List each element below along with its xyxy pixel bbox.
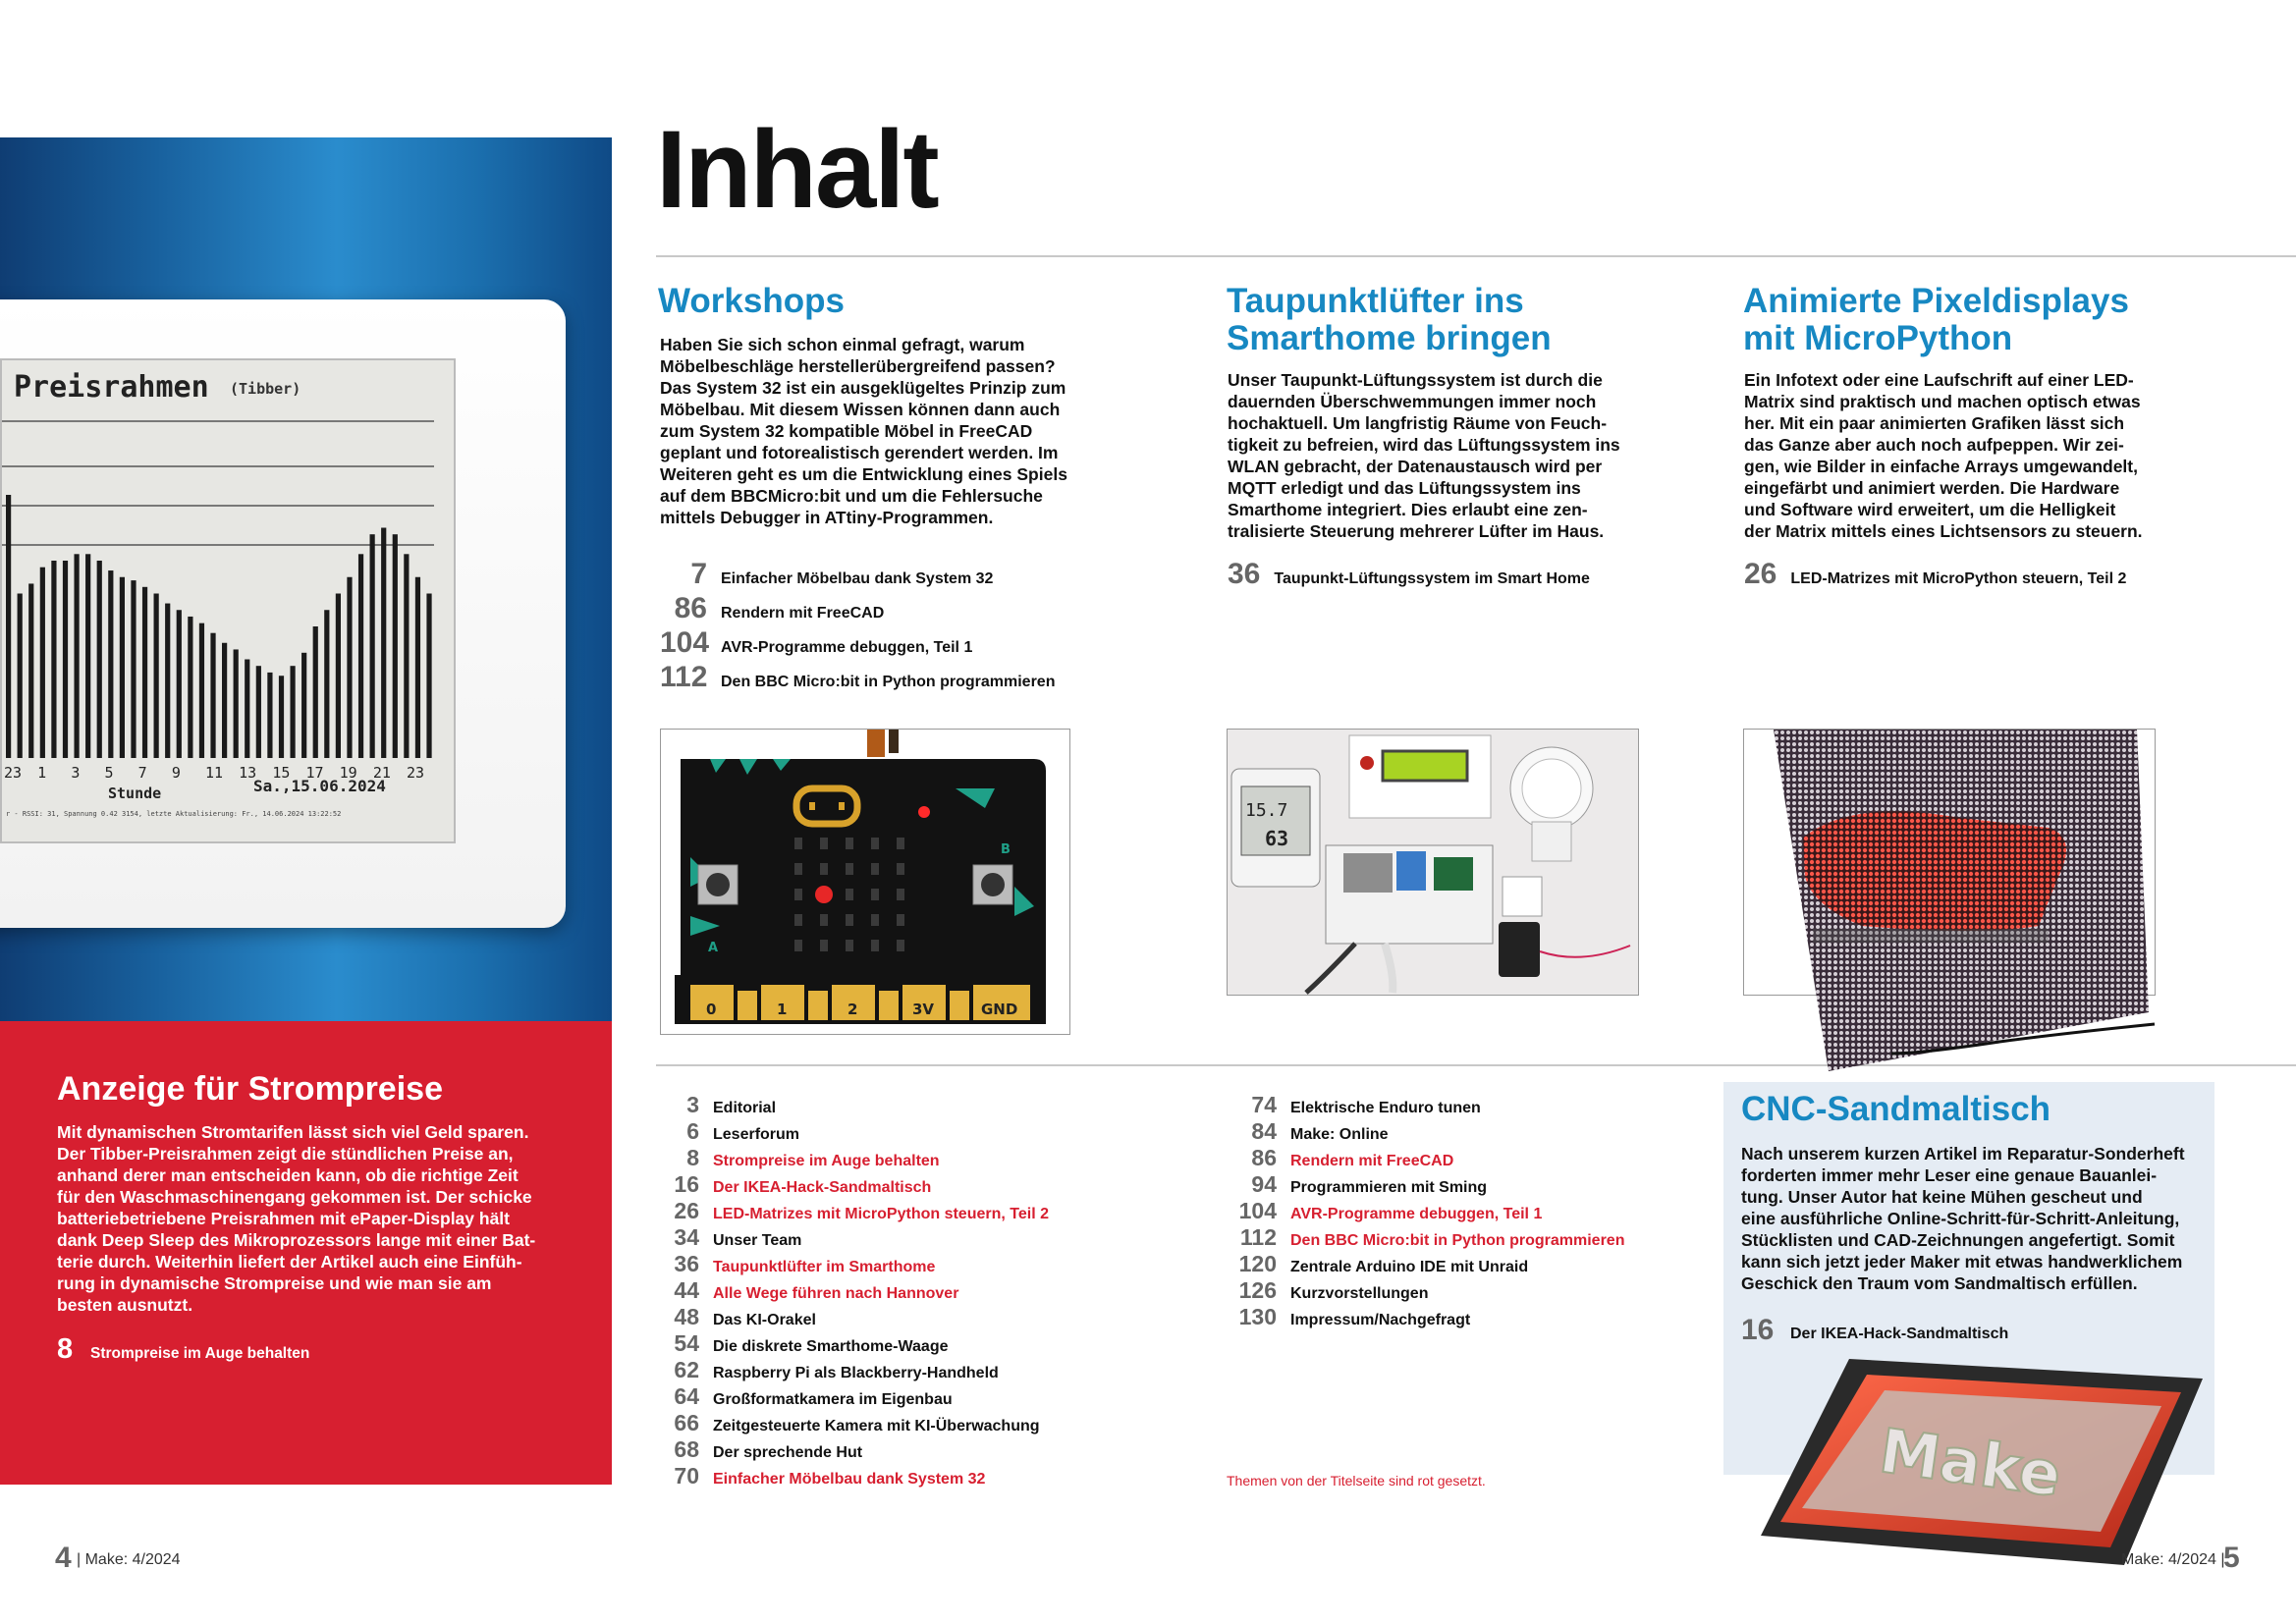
toc-item[interactable] [660,558,994,590]
cnc-page-number: 16 [1741,1314,1775,1346]
toc-item[interactable] [660,626,973,659]
index-label: Die diskrete Smarthome-Waage [713,1338,949,1355]
index-page-number: 74 [1251,1092,1277,1117]
index-page-number: 34 [674,1224,699,1250]
index-page-number: 64 [674,1383,699,1409]
index-label: Der IKEA-Hack-Sandmaltisch [713,1179,932,1196]
index-item[interactable] [640,1118,799,1145]
index-item[interactable] [640,1357,999,1383]
epaper-footer: r - RSSI: 31, Spannung 0.42 3154, letzte Aktualisierung: Fr., 14.06.2024 13:22:52 [6,810,342,818]
index-label: Programmieren mit Sming [1290,1179,1488,1196]
toc-label: Den BBC Micro:bit in Python programmieren [721,674,1056,690]
index-label: Alle Wege führen nach Hannover [713,1285,959,1302]
index-label: Kurzvorstellungen [1290,1285,1429,1302]
index-label: Unser Team [713,1232,802,1249]
feature-title: Anzeige für Strompreise [57,1070,443,1108]
index-label: Das KI-Orakel [713,1312,816,1328]
index-page-number: 120 [1238,1251,1277,1276]
fan-controller-illustration [1228,730,1638,995]
toc-label: Taupunkt-Lüftungssystem im Smart Home [1274,570,1590,587]
cnc-box [1723,1082,2214,1511]
index-label: Rendern mit FreeCAD [1290,1153,1454,1169]
index-page-number: 8 [686,1145,699,1170]
epaper-bar [18,594,23,759]
cnc-page-link[interactable]: Der IKEA-Hack-Sandmaltisch [1790,1326,2009,1342]
led-matrix-illustration [1744,730,2196,1083]
pin-1-label: 1 [777,1001,788,1018]
epaper-bar [131,580,136,758]
feature-page-number: 8 [57,1333,74,1365]
toc-label: LED-Matrizes mit MicroPython steuern, Teil 2 [1790,570,2127,587]
epaper-bar [279,676,284,758]
epaper-x-tick: 1 [37,764,47,782]
index-item[interactable] [640,1198,1049,1224]
epaper-x-tick: 5 [104,764,114,782]
epaper-bar [234,649,239,758]
index-item[interactable] [640,1304,816,1330]
epaper-x-tick: 9 [171,764,181,782]
epaper-subtitle: (Tibber) [230,380,301,398]
index-label: Make: Online [1290,1126,1389,1143]
left-footer-text: | Make: 4/2024 [77,1551,181,1568]
index-item[interactable] [640,1410,1040,1436]
index-page-number: 84 [1251,1118,1277,1144]
index-page-number: 68 [674,1436,699,1462]
epaper-x-tick: 3 [71,764,81,782]
epaper-bar [63,561,68,758]
index-page-number: 3 [686,1092,699,1117]
toc-label: Rendern mit FreeCAD [721,605,885,622]
index-item[interactable] [1218,1251,1528,1277]
button-a-label: A [708,941,719,955]
toc-item[interactable] [660,592,884,622]
epaper-bar [393,534,398,758]
hygrometer-temperature: 15.7 [1245,800,1288,821]
index-item[interactable] [1218,1171,1487,1198]
index-item[interactable] [640,1277,958,1304]
toc-label: Einfacher Möbelbau dank System 32 [721,570,994,587]
index-label: Editorial [713,1100,777,1116]
pixeldisplay-text: Ein Infotext oder eine Laufschrift auf einer LED- Matrix sind praktisch und machen optisch etwas her. Mit ein paar animierten Grafiken lässt sich das Ganze aber auch noch aufpeppen. Wir zei- gen, wie Bilder in einfache Arrays umgewandelt, eingefärbt und animiert werden. Die Hardware und Software wird erweitert, um die Helligkeit der Matrix mittels eines Lichtsensors zu steuern. [1744,370,2143,541]
feature-box [0,1021,612,1485]
index-item[interactable] [640,1436,862,1463]
toc-label: AVR-Programme debuggen, Teil 1 [721,639,973,656]
cnc-title: CNC-Sandmaltisch [1741,1090,2051,1128]
epaper-bar [6,495,11,758]
epaper-x-tick: 21 [372,764,391,782]
index-label: Zentrale Arduino IDE mit Unraid [1290,1259,1529,1275]
toc-item[interactable] [1744,558,2127,590]
epaper-bar [120,577,125,758]
epaper-bar [381,528,386,759]
index-label: LED-Matrizes mit MicroPython steuern, Teil 2 [713,1206,1049,1222]
epaper-bar [336,594,341,759]
epaper-bar [199,623,204,758]
cnc-text: Nach unserem kurzen Artikel im Reparatur-Sonderheft forderten immer mehr Leser eine genaue Bauanlei- tung. Unser Autor hat keine Mühen gescheut und eine ausführliche Online-Schritt-für-Schritt-Anleitung, Stücklisten und CAD-Zeichnungen angefertigt. Somit kann sich jetzt jeder Maker mit etwas handwerklichem Geschick den Traum vom Sandmaltisch erfüllen. [1741,1144,2185,1293]
epaper-screen [0,358,456,843]
led-matrix-photo [1743,729,2156,996]
feature-page-link[interactable]: Strompreise im Auge behalten [90,1345,310,1362]
workshops-text: Haben Sie sich schon einmal gefragt, warum Möbelbeschläge herstellerübergreifend passen? Das System 32 ist ein ausgeklügeltes Prinzip zum Möbelbau. Mit diesem Wissen können dann auch zum System 32 kompatible Möbel in FreeCAD geplant und fotorealistisch gerendert werden. Im Weiteren geht es um die Entwicklung eines Spiels auf dem BBCMicro:bit und um die Fehlersuche mittels Debugger in ATtiny-Programmen. [660,335,1067,527]
epaper-x-tick: 7 [137,764,147,782]
index-label: Großformatkamera im Eigenbau [713,1391,953,1408]
index-item[interactable] [1218,1145,1453,1171]
fan-controller-photo [1227,729,1639,996]
cover-photo [0,137,612,1021]
epaper-bar [74,554,79,758]
epaper-x-tick: 15 [272,764,291,782]
left-page-number: 4 [55,1542,72,1574]
index-label: Der sprechende Hut [713,1444,863,1461]
index-label: Taupunktlüfter im Smarthome [713,1259,936,1275]
index-item[interactable] [1218,1092,1481,1118]
epaper-date: Sa.,15.06.2024 [253,777,386,795]
index-label: Strompreise im Auge behalten [713,1153,940,1169]
index-item[interactable] [1218,1198,1542,1224]
index-label: Raspberry Pi als Blackberry-Handheld [713,1365,999,1381]
toc-page-number: 26 [1744,558,1777,590]
microbit-illustration [661,730,1069,1034]
epaper-bar [347,577,352,758]
index-page-number: 48 [674,1304,699,1329]
index-item[interactable] [1218,1277,1428,1304]
index-page-number: 104 [1238,1198,1277,1223]
epaper-x-tick: 23 [4,764,23,782]
toc-page-number: 104 [660,626,710,659]
pixeldisplay-title: Animierte Pixeldisplays mit MicroPython [1743,282,2129,357]
epaper-bar [245,660,249,759]
index-page-number: 126 [1238,1277,1277,1303]
page-title: Inhalt [656,108,938,231]
index-page-number: 66 [674,1410,699,1435]
epaper-bar [177,610,182,758]
epaper-x-tick: 11 [205,764,224,782]
epaper-bar [324,610,329,758]
divider-top [656,255,2296,257]
index-page-number: 36 [674,1251,699,1276]
right-footer-text: Make: 4/2024 | [2121,1551,2225,1568]
note-text: Themen von der Titelseite sind rot gesetzt. [1227,1473,1486,1489]
hygrometer-humidity: 63 [1265,827,1289,850]
epaper-bar [222,643,227,758]
microbit-photo [660,729,1070,1035]
epaper-bar [256,666,261,758]
index-page-number: 6 [686,1118,699,1144]
index-label: Leserforum [713,1126,800,1143]
index-item[interactable] [640,1463,985,1489]
epaper-bar [267,673,272,758]
epaper-bar [313,626,318,758]
epaper-bar [97,561,102,758]
epaper-bar [51,561,56,758]
index-item[interactable] [640,1092,776,1118]
index-label: AVR-Programme debuggen, Teil 1 [1290,1206,1543,1222]
epaper-bar [108,570,113,758]
index-label: Impressum/Nachgefragt [1290,1312,1471,1328]
epaper-x-tick: 17 [305,764,324,782]
index-item[interactable] [640,1224,801,1251]
index-item[interactable] [1218,1304,1470,1330]
taupunkt-text: Unser Taupunkt-Lüftungssystem ist durch die dauernden Überschwemmungen immer noch hochaktuell. Um langfristig Räume von Feuch- tigkeit zu befreien, wird das Lüftungssystem ins WLAN gebracht, der Datenaustausch wird per MQTT erledigt und das Lüftungssystem ins Smarthome integriert. Dies erlaubt eine zen- tralisierte Steuerung mehrerer Lüfter im Haus. [1228,370,1620,541]
epaper-chart [2,360,454,841]
epaper-bar [142,587,147,758]
epaper-x-tick: 13 [239,764,257,782]
index-item[interactable] [640,1145,940,1171]
index-label: Einfacher Möbelbau dank System 32 [713,1471,986,1488]
index-page-number: 130 [1238,1304,1277,1329]
epaper-x-label: Stunde [108,785,162,802]
index-page-number: 70 [674,1463,699,1489]
index-page-number: 44 [674,1277,699,1303]
taupunkt-title: Taupunktlüfter ins Smarthome bringen [1227,282,1552,357]
epaper-bar [85,554,90,758]
epaper-x-tick: 23 [407,764,425,782]
index-item[interactable] [640,1330,948,1357]
toc-page-number: 36 [1228,558,1261,590]
index-page-number: 86 [1251,1145,1277,1170]
index-page-number: 112 [1239,1224,1277,1250]
epaper-bar [210,633,215,758]
index-page-number: 62 [674,1357,699,1382]
epaper-frame [0,299,566,928]
feature-text: Mit dynamischen Stromtarifen lässt sich viel Geld sparen. Der Tibber-Preisrahmen zeigt die stündlichen Preise an, anhand derer man entscheiden kann, ob die richtige Zeit für den Waschmaschinengang gekommen ist. Der schicke batteriebetriebene Preisrahmen mit ePaper-Display hält dank Deep Sleep des Mikroprozessors lange mit einer Bat- terie durch. Weiterhin liefert der Artikel auch eine Einfüh- rung in dynamische Strompreise und wie man sie am besten ausnutzt. [57,1122,536,1315]
index-item[interactable] [640,1251,935,1277]
sand-table-logo: Make [1875,1414,2066,1511]
epaper-bar [154,594,159,759]
pin-0-label: 0 [706,1001,717,1018]
toc-page-number: 86 [674,592,707,624]
epaper-bar [290,666,295,758]
epaper-bar [358,554,363,758]
index-item[interactable] [1218,1224,1624,1251]
button-b-label: B [1001,842,1011,857]
index-page-number: 54 [674,1330,699,1356]
epaper-bar [370,534,375,758]
pin-3v-label: 3V [912,1001,935,1018]
pin-2-label: 2 [847,1001,858,1018]
epaper-bar [301,653,306,758]
epaper-bar [415,577,420,758]
index-label: Den BBC Micro:bit in Python programmieren [1290,1232,1625,1249]
sand-table-illustration [1751,1359,2203,1565]
epaper-bar [28,583,33,758]
epaper-bar [188,617,192,758]
pin-gnd-label: GND [981,1001,1018,1018]
epaper-bar [404,554,409,758]
index-item[interactable] [640,1171,931,1198]
index-label: Elektrische Enduro tunen [1290,1100,1481,1116]
epaper-title: Preisrahmen [14,370,209,405]
workshops-title: Workshops [658,282,845,320]
epaper-bar [165,604,170,758]
toc-page-number: 7 [690,558,707,590]
toc-page-number: 112 [660,661,708,693]
epaper-bar [40,568,45,758]
index-page-number: 16 [674,1171,699,1197]
right-page-number: 5 [2223,1542,2240,1574]
epaper-bar [426,594,431,759]
toc-item[interactable] [1228,558,1590,590]
index-label: Zeitgesteuerte Kamera mit KI-Überwachung [713,1418,1040,1435]
index-item[interactable] [640,1383,953,1410]
index-item[interactable] [1218,1118,1389,1145]
epaper-x-tick: 19 [339,764,357,782]
toc-item[interactable] [660,661,1056,693]
index-page-number: 94 [1251,1171,1277,1197]
index-page-number: 26 [674,1198,699,1223]
